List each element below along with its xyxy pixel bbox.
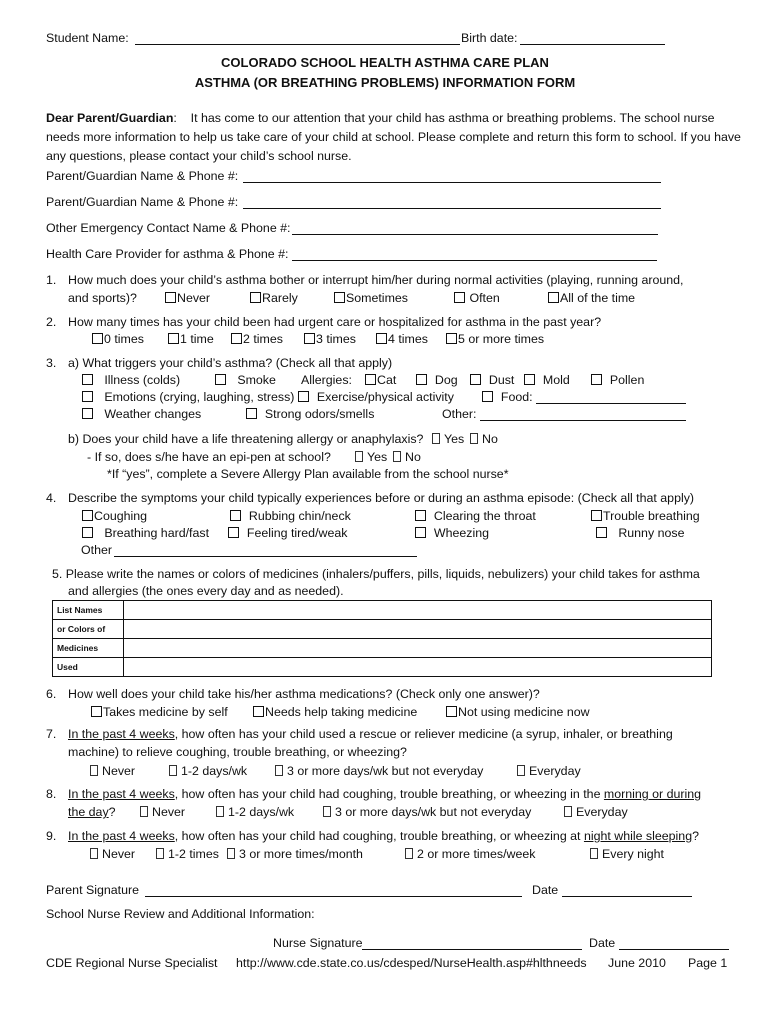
q1-option-often[interactable]: Often [454,291,500,306]
checkbox-icon[interactable] [304,333,315,344]
contact-label-provider: Health Care Provider for asthma & Phone #: [46,247,289,261]
q3-other-label: Other: [442,407,477,421]
q4-text: Describe the symptoms your child typically experiences before or during an asthma episode: (Check all that apply) [68,491,695,505]
medicines-input-row[interactable] [124,601,712,620]
q7-option-3-more[interactable]: 3 or more days/wk but not everyday [275,764,483,779]
q8-option-3-more[interactable]: 3 or more days/wk but not everyday [323,805,531,820]
checkbox-icon[interactable] [90,848,98,859]
q1-option-rarely[interactable]: Rarely [250,291,298,306]
checkbox-icon[interactable] [250,292,261,303]
q3-option-illness[interactable]: Illness (colds) [82,373,180,388]
checkbox-icon[interactable] [228,527,239,538]
footer-page: Page 1 [688,956,728,970]
q3-epi-yes[interactable]: Yes [355,450,387,465]
checkbox-icon[interactable] [415,510,426,521]
checkbox-icon[interactable] [90,765,98,776]
checkbox-icon[interactable] [416,374,427,385]
checkbox-icon[interactable] [446,333,457,344]
checkbox-icon[interactable] [323,806,331,817]
q1-number: 1. [46,273,57,287]
checkbox-icon[interactable] [446,706,457,717]
q7-text-2: machine) to relieve coughing, trouble breathing, or wheezing? [68,745,407,759]
q2-option-5[interactable]: 5 or more times [446,332,544,347]
q1-option-sometimes[interactable]: Sometimes [334,291,408,306]
q9-option-every-night[interactable]: Every night [590,847,664,862]
checkbox-icon[interactable] [470,374,481,385]
checkbox-icon[interactable] [169,765,177,776]
q8-option-1-2[interactable]: 1-2 days/wk [216,805,294,820]
checkbox-icon[interactable] [253,706,264,717]
checkbox-icon[interactable] [393,451,401,462]
q3-option-food[interactable]: Food: [482,390,533,405]
q9-option-never[interactable]: Never [90,847,135,862]
q9-option-2-more[interactable]: 2 or more times/week [405,847,535,862]
q3-food-input[interactable] [536,403,686,404]
date-input-1[interactable] [562,896,692,897]
checkbox-icon[interactable] [334,292,345,303]
form-title: COLORADO SCHOOL HEALTH ASTHMA CARE PLAN [221,55,549,70]
checkbox-icon[interactable] [246,408,257,419]
parent-signature-input[interactable] [145,896,522,897]
q6-option-not-using[interactable]: Not using medicine now [446,705,590,720]
q6-option-self[interactable]: Takes medicine by self [91,705,228,720]
q2-option-3[interactable]: 3 times [304,332,356,347]
nurse-signature-label: Nurse Signature [273,936,363,950]
medicines-table-label: or Colors of [53,620,124,639]
q8-number: 8. [46,787,57,801]
q1-text-2: and sports)? [68,291,137,305]
checkbox-icon[interactable] [216,806,224,817]
q3-option-exercise[interactable]: Exercise/physical activity [298,390,454,405]
q4-option-breathing-hard[interactable]: Breathing hard/fast [82,526,209,541]
contact-label-parent-1: Parent/Guardian Name & Phone #: [46,169,239,183]
contact-input-emergency[interactable] [292,234,658,235]
checkbox-icon[interactable] [156,848,164,859]
date-input-2[interactable] [619,949,729,950]
checkbox-icon[interactable] [275,765,283,776]
checkbox-icon[interactable] [82,510,93,521]
q4-option-clearing[interactable]: Clearing the throat [415,509,536,524]
q8-text-2: the day? [68,805,116,819]
q3-option-pollen[interactable]: Pollen [591,373,644,388]
checkbox-icon[interactable] [590,848,598,859]
medicines-input-row[interactable] [124,620,712,639]
checkbox-icon[interactable] [140,806,148,817]
q3-option-dog[interactable]: Dog [416,373,458,388]
checkbox-icon[interactable] [405,848,413,859]
contact-input-provider[interactable] [292,260,657,261]
q4-number: 4. [46,491,57,505]
q7-text: In the past 4 weeks, how often has your child used a rescue or reliever medicine (a syrup, inhaler, or breathing [68,727,673,741]
q3-epi-no[interactable]: No [393,450,421,465]
form-subtitle: ASTHMA (OR BREATHING PROBLEMS) INFORMATION FORM [194,75,576,90]
checkbox-icon[interactable] [524,374,535,385]
q5-text: 5. Please write the names or colors of medicines (inhalers/puffers, pills, liquids, nebulizers) your child takes for asthma [52,567,700,581]
student-name-input[interactable] [135,44,460,45]
checkbox-icon[interactable] [355,451,363,462]
checkbox-icon[interactable] [165,292,176,303]
checkbox-icon[interactable] [82,374,93,385]
q8-text: In the past 4 weeks, how often has your child had coughing, trouble breathing, or wheezing in the morning or during [68,787,702,801]
checkbox-icon[interactable] [482,391,493,402]
q3-option-weather[interactable]: Weather changes [82,407,201,422]
q7-option-everyday[interactable]: Everyday [517,764,581,779]
q1-option-never[interactable]: Never [165,291,210,306]
q2-option-0[interactable]: 0 times [92,332,144,347]
salutation: Dear Parent/Guardian [46,111,174,125]
checkbox-icon[interactable] [91,706,102,717]
q4-option-wheezing[interactable]: Wheezing [415,526,489,541]
checkbox-icon[interactable] [82,527,93,538]
date-label-1: Date [532,883,559,897]
q4-option-rubbing[interactable]: Rubbing chin/neck [230,509,351,524]
intro-paragraph: Dear Parent/Guardian: It has come to our attention that your child has asthma or breathing problems. The school nurse needs more information to help us take care of your child at school. Please complete and return this form to school. If you have any questions, please contact your child’s school nurse. [46,111,741,163]
checkbox-icon[interactable] [591,374,602,385]
q4-option-trouble[interactable]: Trouble breathing [591,509,700,524]
q9-number: 9. [46,829,57,843]
contact-label-emergency: Other Emergency Contact Name & Phone #: [46,221,291,235]
medicines-table-label: Used [53,658,124,677]
q3-b-text: b) Does your child have a life threatening allergy or anaphylaxis? [68,432,424,446]
q3-option-dust[interactable]: Dust [470,373,514,388]
q9-text: In the past 4 weeks, how often has your child had coughing, trouble breathing, or wheezing at night while sleeping? [68,829,699,843]
q2-text: How many times has your child been had urgent care or hospitalized for asthma in the past year? [68,315,602,329]
q1-text: How much does your child’s asthma bother or interrupt him/her during normal activities (playing, running around, [68,273,684,287]
checkbox-icon[interactable] [82,391,93,402]
nurse-signature-input[interactable] [362,949,582,950]
checkbox-icon[interactable] [517,765,525,776]
medicines-table [52,600,712,677]
q6-text: How well does your child take his/her asthma medications? (Check only one answer)? [68,687,540,701]
checkbox-icon[interactable] [82,408,93,419]
checkbox-icon[interactable] [230,510,241,521]
q4-option-runny[interactable]: Runny nose [596,526,684,541]
checkbox-icon[interactable] [92,333,103,344]
q6-number: 6. [46,687,57,701]
q4-other-label: Other [81,543,112,557]
medicines-table-label: Medicines [53,639,124,658]
q3-note: *If “yes”, complete a Severe Allergy Plan available from the school nurse* [107,467,509,481]
intro-body: It has come to our attention that your child has asthma or breathing problems. The school nurse needs more information to help us take care of your child at school. Please complete and return this form to school. If you have any questions, please contact your child’s school nurse. [46,111,741,163]
date-label-2: Date [589,936,616,950]
q7-option-1-2[interactable]: 1-2 days/wk [169,764,247,779]
q3-b-yes[interactable]: Yes [432,432,464,447]
q4-option-tired[interactable]: Feeling tired/weak [228,526,347,541]
q3-a-text: a) What triggers your child’s asthma? (Check all that apply) [68,356,393,370]
q8-option-everyday[interactable]: Everyday [564,805,628,820]
birth-date-label: Birth date: [461,31,518,45]
q3-b-no[interactable]: No [470,432,498,447]
checkbox-icon[interactable] [591,510,602,521]
checkbox-icon[interactable] [596,527,607,538]
q4-other-input[interactable] [114,556,417,557]
q2-option-2[interactable]: 2 times [231,332,283,347]
q7-option-never[interactable]: Never [90,764,135,779]
checkbox-icon[interactable] [454,292,465,303]
birth-date-input[interactable] [520,44,665,45]
checkbox-icon[interactable] [227,848,235,859]
checkbox-icon[interactable] [376,333,387,344]
q2-option-1[interactable]: 1 time [168,332,214,347]
footer-left: CDE Regional Nurse Specialist [46,956,218,970]
q7-number: 7. [46,727,57,741]
footer-url[interactable]: http://www.cde.state.co.us/cdesped/NurseHealth.asp#hlthneeds [236,956,587,970]
student-name-label: Student Name: [46,31,129,45]
q8-option-never[interactable]: Never [140,805,185,820]
checkbox-icon[interactable] [432,433,440,444]
contact-input-parent-1[interactable] [243,182,661,183]
q5-text-2: and allergies (the ones every day and as needed). [68,584,344,598]
checkbox-icon[interactable] [564,806,572,817]
checkbox-icon[interactable] [168,333,179,344]
checkbox-icon[interactable] [470,433,478,444]
contact-label-parent-2: Parent/Guardian Name & Phone #: [46,195,239,209]
q9-option-3-more[interactable]: 3 or more times/month [227,847,363,862]
checkbox-icon[interactable] [298,391,309,402]
q3-number: 3. [46,356,57,370]
footer-date: June 2010 [608,956,666,970]
nurse-review-label: School Nurse Review and Additional Information: [46,907,315,921]
q6-option-help[interactable]: Needs help taking medicine [253,705,417,720]
q1-option-all-the-time[interactable]: All of the time [548,291,635,306]
checkbox-icon[interactable] [548,292,559,303]
q3-option-cat[interactable]: Cat [365,373,396,388]
q9-option-1-2[interactable]: 1-2 times [156,847,219,862]
q3-allergies-label: Allergies: [301,373,352,387]
checkbox-icon[interactable] [365,374,376,385]
q3-option-mold[interactable]: Mold [524,373,570,388]
q3-option-odors[interactable]: Strong odors/smells [246,407,374,422]
contact-input-parent-2[interactable] [243,208,661,209]
medicines-input-row[interactable] [124,658,712,677]
q2-number: 2. [46,315,57,329]
q3-epipen-text: - If so, does s/he have an epi-pen at school? [87,450,331,464]
q3-other-input[interactable] [480,420,686,421]
medicines-table-label: List Names [53,601,124,620]
q3-option-emotions[interactable]: Emotions (crying, laughing, stress) [82,390,294,405]
medicines-input-row[interactable] [124,639,712,658]
checkbox-icon[interactable] [415,527,426,538]
q4-option-coughing[interactable]: Coughing [82,509,147,524]
q3-option-smoke[interactable]: Smoke [215,373,276,388]
checkbox-icon[interactable] [215,374,226,385]
checkbox-icon[interactable] [231,333,242,344]
parent-signature-label: Parent Signature [46,883,139,897]
q2-option-4[interactable]: 4 times [376,332,428,347]
